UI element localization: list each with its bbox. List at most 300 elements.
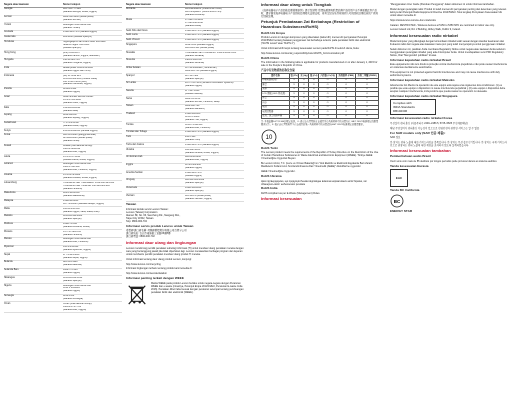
phone-line: 977-1-423-3031 xyxy=(63,253,80,256)
brazil-paragraph-2: This equipment is not protected against harmful interference and may not cause interference with duly authorized systems. xyxy=(390,71,500,78)
turkey-rohs-paragraph-2: Bu Lenovo ürünü, T.C. Çevre ve Orman Bakanlığı'nın "Atık Elektrik ve Elektronik Eşyalarda Bazı Zararlı Maddelerin Kullanımının Sınırlandırılmasına Dair Yönetmelik (AEEE)" direktiflerine uygundur. xyxy=(261,162,373,169)
country-name: India xyxy=(4,66,63,74)
phone-line: (Bahasa Inggris) xyxy=(63,290,81,293)
ecodeclaration-link[interactable]: http://www.lenovo.com/ecodeclaration xyxy=(126,272,167,276)
contact-row xyxy=(4,173,122,181)
svg-text:10: 10 xyxy=(265,134,273,141)
recycling-paragraph: Lenovo mendorong pemilik peralatan teknologi informasi (TI) untuk mendaur ulang peralatan mereka dengan cara yang bertanggung jawab jika tidak diperlukan lagi. Lenovo menawarkan berbagai program dan layanan untuk membantu pemilik peralatan mendaur ulang produk TI mereka. xyxy=(126,246,244,256)
phone-line: (Bahasa Turki) xyxy=(185,139,201,142)
turkey-rohs-paragraph-3: AEEE Yönetmeliğine Uygundur. xyxy=(261,170,296,174)
phone-line: (Bahasa Nepal, Inggris) xyxy=(63,256,88,259)
phone-cell xyxy=(63,155,122,163)
phone-line: 1-800-426-7378 (bahasa Inggris) xyxy=(63,31,98,34)
phone-line: 001-803-606-282 (Khusus Lokal) xyxy=(63,77,98,80)
wireless-compliance-heading: Informasi kesesuaian radio nirkabel xyxy=(390,32,459,38)
contact-row xyxy=(126,81,244,89)
china-recycling-paragraph: 《废弃电器电子产品回收处理管理条例》提示性说明: 联想鼓励拥有联想品牌产品的用户当不再需要此类产品时，遵守国家废弃电器电子产品回收处理相关法律法规，将其交给当地具有国家认可的回收处理资质的厂商进行回收处理。 xyxy=(261,9,379,19)
phone-line: +39-800-820094 xyxy=(63,106,81,109)
svg-text:BC: BC xyxy=(393,198,401,204)
phone-cell xyxy=(63,245,122,253)
eac-mark-icon: EAC xyxy=(390,169,408,187)
phone-line: (Bahasa Arab, Inggris) xyxy=(63,150,87,153)
substance-value: O xyxy=(356,114,379,118)
phone-cell xyxy=(185,81,244,89)
phone-line: (Bahasa Spanyol) xyxy=(63,279,82,282)
contact-row xyxy=(4,261,122,269)
substance-value: O xyxy=(319,110,337,114)
phone-cell xyxy=(185,123,244,131)
substance-value: O xyxy=(299,87,309,91)
country-name: Malta xyxy=(4,207,63,215)
taiwan-importer-info xyxy=(126,229,244,238)
contact-row xyxy=(4,162,122,173)
phone-cell xyxy=(185,66,244,74)
info-line: Alamat: 8F, No. 66, Sanchong Rd., Nangang Dist., xyxy=(126,214,181,218)
phone-line: (Bahasa Inggris) xyxy=(63,91,81,94)
phone-line: (bahasa Inggris) xyxy=(185,174,202,177)
substance-header: 铅 (Pb) xyxy=(290,74,298,77)
phone-cell xyxy=(185,163,244,171)
eu-rohs-heading: RoHS Uni Eropa xyxy=(261,30,285,35)
country-name: Kenya xyxy=(4,129,63,134)
substance-value: X xyxy=(289,78,299,82)
phone-line: +95-1-254-244 xyxy=(63,246,79,249)
phone-cell xyxy=(185,148,244,156)
substance-value: O xyxy=(309,78,319,82)
phone-line: 0800-55-54-54 xyxy=(185,97,201,100)
country-header: Negara atau kawasan xyxy=(126,3,185,8)
substance-value: O xyxy=(337,83,356,87)
phone-cell xyxy=(63,276,122,284)
phone-line: (62) 21 5238 823 xyxy=(63,74,81,77)
country-name: Tunisia xyxy=(126,123,185,131)
contact-row xyxy=(4,302,122,313)
phone-line: 001-800-220-1830 xyxy=(63,276,83,279)
phone-cell xyxy=(63,66,122,74)
recycling-heading: Informasi daur ulang dan lingkungan xyxy=(126,239,197,245)
contact-row xyxy=(4,40,122,51)
substance-value: O xyxy=(299,105,309,109)
taiwan-contact-info xyxy=(126,208,244,223)
substance-value: X xyxy=(289,96,299,100)
contact-row xyxy=(4,253,122,261)
phone-line: 77-273-231-427 xyxy=(63,121,80,124)
lenovo-address: Lenovo Ireland Ltd, Rd. 2 Building, Abbey Walk, Dublin 9, Ireland. xyxy=(390,28,461,32)
country-name: Grenada xyxy=(4,31,63,36)
phone-line: Dukungan mitra bisnis IBM xyxy=(63,284,91,287)
phone-line: 03705-500-900 xyxy=(185,163,201,166)
eu-doc-link[interactable]: https://www.lenovo.com/eu-doc-notebooks xyxy=(390,18,436,22)
phone-cell xyxy=(63,51,122,59)
phone-cell xyxy=(63,207,122,215)
phone-cell xyxy=(185,58,244,66)
contact-row xyxy=(4,23,122,31)
ukraine-rohs-paragraph: Цим підтверджуємо, що продукція Леново відповідає вимогам нормативних актів України, які обмежують вміст небезпечних речовин xyxy=(261,179,367,186)
substance-value: O xyxy=(356,87,379,91)
phone-cell xyxy=(63,284,122,295)
recycling-link[interactable]: http://www.lenovo.com/recycling xyxy=(126,262,161,266)
compliance-column-4 xyxy=(390,3,508,215)
china-epup-icon xyxy=(261,129,277,145)
sar-paragraph: 본 장치는 전파 노출에 대한 가이드라인을 충족합니다. 본 장치는 무선 송수신기입니다. 본 장치는 국제 가이드라인으로 권장되는 전파 노출에 대한 제한을 초과하지 않도록 설계되었습니다. xyxy=(390,141,507,148)
phone-cell xyxy=(185,178,244,186)
phone-line: (Bahasa Arab, Perancis) xyxy=(63,241,89,244)
contact-row xyxy=(4,230,122,238)
country-name: Spanyol xyxy=(126,74,185,82)
phone-line: 1-800-88-0013 xyxy=(63,199,79,202)
phone-line: (Bahasa Arab, Inggris) xyxy=(185,159,209,162)
contact-row xyxy=(126,104,244,112)
contact-row xyxy=(126,112,244,123)
substance-value: X xyxy=(289,114,299,118)
contact-row xyxy=(4,294,122,302)
phone-line: (bahasa Spanyol) xyxy=(63,46,82,49)
phone-line: 000-411-005-6649 xyxy=(185,179,204,182)
substance-value: O xyxy=(319,105,337,109)
phone-line: MB Computers: (+4021-204-07-34) xyxy=(185,11,222,14)
country-name: Thailand xyxy=(126,112,185,123)
country-name: Irlandia xyxy=(4,87,63,95)
substance-value: O xyxy=(337,101,356,105)
contact-row xyxy=(126,186,244,194)
phone-line: (Bahasa Jepang, Inggris) xyxy=(63,117,90,120)
eu-rohs-link[interactable]: http://www.lenovo.com/social_responsibility/us/en/RoHS_Communication.pdf xyxy=(261,51,344,55)
phone-cell xyxy=(63,8,122,16)
contact-row xyxy=(126,89,244,97)
phone-line: Bebas pulsa: 1800-419-4666 xyxy=(63,66,93,69)
substance-value: O xyxy=(309,114,319,118)
substance-value: O xyxy=(299,114,309,118)
substance-header: 部件名称 xyxy=(262,74,290,78)
country-name: Singapura xyxy=(126,43,185,51)
part-name: 内存 xyxy=(262,101,290,105)
phone-line: ThinkServer dan ThinkStation: +352-360-385-343 xyxy=(63,181,115,184)
substance-value: O xyxy=(299,110,309,114)
country-name: Monaco xyxy=(4,230,63,238)
country-name: Malaysia xyxy=(4,199,63,207)
substance-value: X xyxy=(289,110,299,114)
phone-line: ThinkCentre dan ThinkPad: 352-360-385-222 xyxy=(63,184,110,187)
country-name: Turki xyxy=(126,135,185,143)
substance-value: O xyxy=(309,87,319,91)
phone-line: Givat Shmuel Service Center: xyxy=(63,95,94,98)
sar-heading: For SAR models only (SAR 인증 제품): xyxy=(390,130,446,135)
phone-line: +386-1-2005-60 xyxy=(185,59,202,62)
phone-cell xyxy=(185,186,244,194)
phone-line: 020-513-5960 xyxy=(63,261,78,264)
country-name: Hungaria xyxy=(4,58,63,66)
phone-line: (Bahasa Italia) xyxy=(63,109,79,112)
substance-value: O xyxy=(299,83,309,87)
country-name: Luksemburg xyxy=(4,181,63,192)
country-name: Uni Emirat Arab xyxy=(126,155,185,163)
phone-cell xyxy=(63,238,122,246)
substance-header: 多溴二苯醚 (PBDE) xyxy=(357,74,377,77)
support-phone-table-1 xyxy=(4,3,122,313)
phone-line: 1-800-426-7378 (bahasa Inggris) xyxy=(185,131,220,134)
substance-value: O xyxy=(319,92,337,96)
country-name: Kazakhstan xyxy=(4,121,63,129)
phone-header: Nomor telepon xyxy=(185,3,244,8)
phone-line: +216-71-191-111 xyxy=(185,123,203,126)
phone-line: 080-513-0880 (panggil kembali) xyxy=(63,134,96,137)
phone-line: (Bahasa Perancis) xyxy=(63,233,83,236)
country-name: Saint Vincent xyxy=(126,38,185,43)
contact-row xyxy=(126,74,244,82)
compliance-heading: Informasi kesesuaian xyxy=(261,196,302,202)
phone-line: 444 0 426 xyxy=(185,136,196,139)
phone-cell xyxy=(63,173,122,181)
ecodeclaration-paragraph: Informasi lingkungan terbaru tentang produk kami tersedia di: xyxy=(126,267,193,271)
country-name: Amerika Serikat xyxy=(126,171,185,179)
substance-value: X xyxy=(289,92,299,96)
phone-line: (Bahasa Inggris) xyxy=(185,166,203,169)
phone-line: (Bahasa Inggris) xyxy=(185,85,203,88)
contact-row xyxy=(4,284,122,295)
country-name: Belanda xyxy=(4,261,63,269)
phone-cell xyxy=(63,162,122,173)
country-name: Guatemala xyxy=(4,35,63,40)
phone-line: (Bahasa Rumania) xyxy=(185,14,205,17)
imda-label: Complies with IMDA Standards DB102306 xyxy=(390,99,436,115)
contact-row xyxy=(4,245,122,253)
substance-row xyxy=(262,114,379,118)
substance-value: O xyxy=(337,110,356,114)
phone-line: +7-495-240-8558 xyxy=(185,21,203,24)
phone-line: (Bahasa Rumania, Rusia) xyxy=(63,225,90,228)
phone-cell xyxy=(63,294,122,302)
contact-row xyxy=(126,58,244,66)
phone-line: 0120-000-817 xyxy=(63,114,78,117)
phone-line: (Bahasa Lituania, Rusia, Inggris) xyxy=(63,176,97,179)
country-name: Selandia Baru xyxy=(4,268,63,276)
contact-row xyxy=(4,214,122,222)
contact-row xyxy=(126,43,244,51)
phone-line: +972-3-531-3900 xyxy=(63,98,81,101)
substance-value: O xyxy=(319,83,337,87)
substance-value: O xyxy=(356,83,379,87)
part-name: LCD 面板 (LED 背光源) xyxy=(262,92,290,96)
contact-row xyxy=(4,238,122,246)
phone-line: (Bahasa Spanyol) xyxy=(185,182,204,185)
country-name: Saint Lucia xyxy=(126,34,185,39)
phone-line: +234 1 4610320 xyxy=(63,287,80,290)
country-name: Nigeria xyxy=(4,284,63,295)
phone-line: (Bahasa Georgia, Rusia, Inggris) xyxy=(63,11,97,14)
india-rohs-heading: RoHS India xyxy=(261,186,278,191)
phone-line: +968-24-797-789 xyxy=(63,305,81,308)
country-name: Afrika Selatan xyxy=(126,66,185,74)
substance-value: O xyxy=(356,78,379,82)
phone-line: Dukungan mitra bisnis IBM xyxy=(63,238,91,241)
country-name: Lituania xyxy=(4,173,63,181)
phone-line: (Bahasa Arab, Perancis, Inggris) xyxy=(63,169,97,172)
contact-row xyxy=(126,51,244,59)
phone-line: (Bahasa Slovenia) xyxy=(185,62,205,65)
country-name: Jerman xyxy=(4,15,63,23)
phone-line: 999-9190 (bahasa Spanyol) xyxy=(63,36,92,39)
phone-line: (Bahasa Perancis) xyxy=(63,187,83,190)
china-rohs-paragraph: The information in the following table is applicable for products manufactured on or after January 1, 2015 for sale in the People's Republic of China. xyxy=(261,61,378,68)
info-line: 委製商/進口商名稱: 荷蘭商聯想股份有限公司台灣分公司 xyxy=(126,229,187,233)
phone-line: 9477-7357-123 (Sumathi Information Systems) xyxy=(185,82,234,85)
part-name: 光驱 xyxy=(262,87,290,91)
country-name: Slovenia xyxy=(126,58,185,66)
contact-row xyxy=(126,178,244,186)
substance-value: O xyxy=(356,105,379,109)
phone-cell xyxy=(185,74,244,82)
contact-row xyxy=(4,58,122,66)
phone-line: 1-800-060-066 xyxy=(185,113,201,116)
phone-line: 800-0444-6666 xyxy=(185,156,201,159)
contact-row xyxy=(126,155,244,163)
phone-line: 6818-5315 (Bahasa Inggris) xyxy=(185,43,214,46)
info-line: Lenovo (Taiwan) Corporation xyxy=(126,211,158,215)
phone-line: (Bahasa Vietnam, Inggris) xyxy=(185,197,212,200)
phone-line: 66 2273 4088 xyxy=(185,116,200,119)
substance-value: O xyxy=(319,78,337,82)
phone-header: Nomor telepon xyxy=(63,3,122,8)
phone-line: Dukungan mitra bisnis IBM xyxy=(63,23,91,26)
contact-row xyxy=(4,268,122,276)
phone-line: (Bahasa Spanyol) xyxy=(63,218,82,221)
radio-model-paragraph: Model dengan perangkat radio: Produk ini telah memenuhi persyaratan penting dan ketentuan yang relevan lainnya dari Petunjuk Radio Equipment Directive 2014/53/EU. Teks lengkap Pernyataan Kesesuaian UE untuk sistem tersedia di: xyxy=(390,7,507,17)
substance-value: O xyxy=(356,101,379,105)
country-name: Trinidad dan Tobago xyxy=(126,131,185,136)
phone-line: +965-2-4833332 xyxy=(63,147,81,150)
country-name: Slovakia xyxy=(126,51,185,59)
phone-line: 0800-500-4618 (bebas pulsa) xyxy=(63,16,94,19)
contact-row xyxy=(4,106,122,114)
substance-value: O xyxy=(337,105,356,109)
singapore-heading: Informasi kepatuhan radio nirkabel Singapura xyxy=(390,93,458,98)
phone-cell xyxy=(63,214,122,222)
substance-value: O xyxy=(309,96,319,100)
country-name: Honduras xyxy=(4,40,63,51)
china-recycling-heading: Informasi daur ulang untuk Tiongkok xyxy=(261,2,332,7)
phone-cell xyxy=(63,113,122,121)
phone-line: (Bahasa Spanyol) xyxy=(185,189,204,192)
substance-value: O xyxy=(299,78,309,82)
contact-row xyxy=(4,95,122,106)
phone-line: 0-800-70-032 xyxy=(63,223,77,226)
weee-bin-icon xyxy=(126,283,148,305)
contact-row xyxy=(4,133,122,144)
phone-line: (Bahasa Belanda) xyxy=(63,264,82,267)
phone-line: 356-21-445-566 xyxy=(63,207,80,210)
contact-row xyxy=(4,222,122,230)
contact-row xyxy=(4,66,122,74)
wireless-compliance-paragraph: Model komputer yang dilengkapi dengan komunikasi nirkabel telah sesuai dengan standar keamanan dan frekuensi radio dari negara atau kawasan mana pun yang telah menyetujuinya untuk penggunaan nirkabel. xyxy=(390,39,506,46)
rohs-heading: Petunjuk Pembatasan Zat Berbahaya (Restriction of Hazardous Substances/RoHS) xyxy=(261,19,360,30)
substance-header: 多溴联苯 (PBB) xyxy=(338,74,354,77)
phone-line: Kuwait (International Group): xyxy=(63,144,93,147)
energy-star-heading: ENERGY STAR xyxy=(390,209,413,214)
phone-cell xyxy=(185,51,244,59)
phone-line: +377-97-980-555 xyxy=(63,230,81,233)
phone-line: 1-800-426-7378 xyxy=(185,171,202,174)
contact-row xyxy=(126,97,244,105)
contact-row xyxy=(4,155,122,163)
weee-paragraph: Marka WEEE pada produk Lenovo berlaku untuk negara-negara dengan Peraturan WEEE dan e-waste (misalnya, Petunjuk Eropa 2012/19/EU, Peraturan E-waste India 2016). Peralatan diberi label sesuai dengan peraturan setempat tentang pembuangan peralatan listrik dan elektronik (WEEE). xyxy=(151,281,244,294)
phone-line: (Bahasa Arab, Inggris) xyxy=(63,308,87,311)
phone-cell xyxy=(185,112,244,123)
country-name: Myanmar xyxy=(4,245,63,253)
taiwan-service-heading: Informasi servis produk Lenovo untuk Taiwan xyxy=(126,223,194,228)
contact-row xyxy=(126,18,244,29)
substance-value: X xyxy=(289,87,299,91)
substance-value: O xyxy=(309,83,319,87)
substance-value: O xyxy=(319,114,337,118)
substance-value: X xyxy=(289,105,299,109)
phone-line: (Bahasa Spanyol) xyxy=(185,77,204,80)
ukraine-rohs-heading: RoHS Ukraina xyxy=(261,173,282,178)
substance-value: O xyxy=(299,92,309,96)
contact-row xyxy=(4,276,122,284)
part-name: 硬盘 xyxy=(262,83,290,87)
substance-value: O xyxy=(319,87,337,91)
substance-value: O xyxy=(337,87,356,91)
phone-line: +60 3 8315 6859 (DID) xyxy=(63,80,87,83)
phone-line: 1-800-426-7378 (bahasa Inggris) xyxy=(185,29,220,32)
recycling-paragraph-2: Untuk informasi tentang daur ulang produk Lenovo, kunjungi: xyxy=(126,257,192,261)
phone-cell xyxy=(185,171,244,179)
substance-value: O xyxy=(319,101,337,105)
phone-line: (Bahasa Ibrani, Inggris) xyxy=(63,101,88,104)
country-name: Latvia xyxy=(4,155,63,163)
country-name: Sri Lanka xyxy=(126,81,185,89)
china-rohs-heading: RoHS China xyxy=(261,55,279,60)
phone-line: 077-117-1040 xyxy=(185,90,200,92)
phone-cell xyxy=(185,18,244,29)
contact-row xyxy=(126,171,244,179)
phone-line: (Bahasa Inggris) xyxy=(63,272,81,275)
phone-line: MB Distributors: (+4021-231-79-86) xyxy=(185,8,222,11)
substance-value: O xyxy=(337,78,356,82)
country-name: Vietnam xyxy=(126,194,185,202)
brazil-heading: Informasi kepatuhan radio nirkabel Brasil xyxy=(390,57,451,62)
phone-cell xyxy=(63,199,122,207)
mexico-paragraph: Advertencia: En Mexico la operación de este equipo está sujeta a las siguientes dos condiciones: (1) es posible que este equipo o dispositivo no cause interferencia perjudicial y (2) este equipo o dispositivo debe aceptar cualquier interferencia, incluyendo la que pueda causar su operación no deseada. xyxy=(390,83,506,93)
phone-cell xyxy=(63,23,122,31)
phone-line: (Bahasa Norwegia) xyxy=(63,298,83,301)
contact-column-2 xyxy=(126,3,244,307)
phone-line: 02-3483-2829 (bebas pulsa) xyxy=(63,137,93,140)
korea-paragraph-2: 해당 무선설비가 전파혼신 가능성이 있으므로 인명안전과 관련된 서비스는 할 수 없음 xyxy=(390,126,480,130)
turkey-rohs-heading: RoHS Turki xyxy=(261,145,278,150)
country-name: Swiss xyxy=(126,97,185,105)
phone-line: 0-800-100-2011 xyxy=(185,186,202,189)
contact-row xyxy=(4,15,122,23)
phone-cell xyxy=(63,253,122,261)
substance-value: O xyxy=(356,92,379,96)
substance-value: O xyxy=(319,96,337,100)
info-line: 進口商電話: 0800-000-702 xyxy=(126,235,155,239)
phone-line: +27-11-3028888 (ThinkServer) xyxy=(185,66,217,69)
phone-line: 044-362-42-81 xyxy=(185,148,201,151)
phone-cell xyxy=(63,230,122,238)
phone-line: (852) 3516-8977 xyxy=(63,51,81,54)
country-name: Jepang xyxy=(4,113,63,121)
phone-line: Seluruh negeri: 800-0123 xyxy=(63,43,90,46)
country-name: Korea xyxy=(4,133,63,144)
phone-line: (Bahasa Myanmar, Inggris) xyxy=(63,249,91,252)
eu-rohs-paragraph: Produk Lenovo ini dengan komponen yang disertakan (kabel dll.) memenuhi persyaratan Petunjuk 2011/65/EU tentang batasan penggunaan zat berbahaya tertentu pada peralatan listrik dan elektronik ("RoHS recast" atau "RoHS 2"). xyxy=(261,36,371,46)
contact-row xyxy=(4,8,122,16)
phone-line: (Bahasa Rusia) xyxy=(185,24,202,27)
country-name: Turks dan Caicos xyxy=(126,143,185,148)
sar-label: SAR 정보 xyxy=(390,136,401,140)
